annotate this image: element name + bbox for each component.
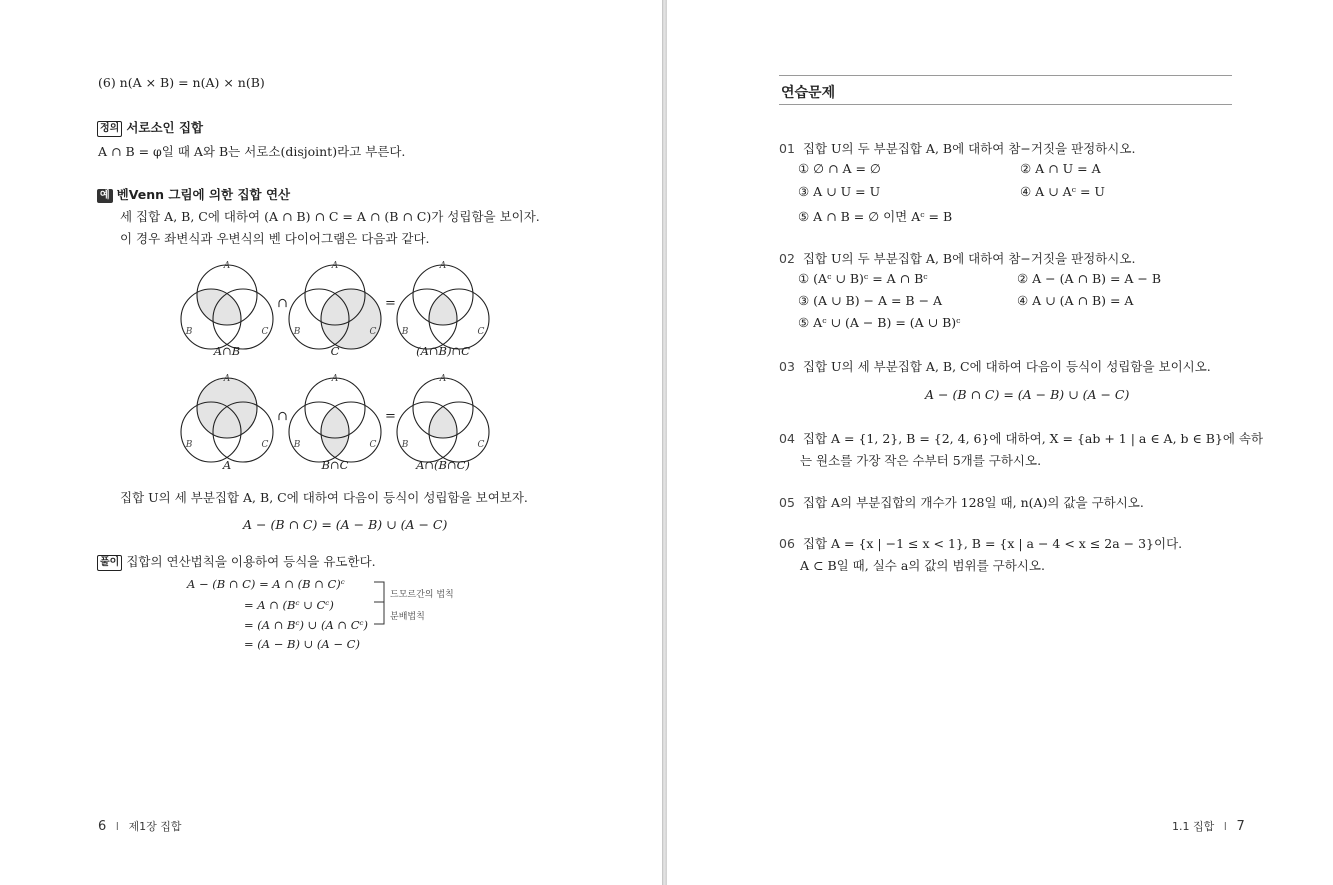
venn-op-row2-2: = — [385, 409, 396, 424]
question-01-text: 집합 U의 두 부분집합 A, B에 대하여 참−거짓을 판정하시오. — [802, 141, 1136, 156]
question-04-line-1: 집합 A = {1, 2}, B = {2, 4, 6}에 대하여, X = {ab + 1 | a ∈ A, b ∈ B}에 속하 — [802, 431, 1264, 446]
right-page-number: 7 — [1236, 819, 1245, 834]
example-line-2: 이 경우 좌변식과 우변식의 벤 다이어그램은 다음과 같다. — [120, 231, 430, 246]
question-02-text: 집합 U의 두 부분집합 A, B에 대하여 참−거짓을 판정하시오. — [802, 251, 1136, 266]
right-footer — [1172, 818, 1245, 834]
definition-heading — [97, 118, 203, 137]
venn-letter-c: C — [477, 440, 485, 450]
question-06-line-1: 집합 A = {x | −1 ≤ x < 1}, B = {x | a − 4 < x ≤ 2a − 3}이다. — [802, 536, 1183, 551]
left-page — [0, 0, 662, 885]
section-rule-top — [779, 75, 1232, 76]
question-04-number: 04 — [779, 431, 795, 446]
venn-letter-c: C — [261, 440, 269, 450]
right-footer-section: 1.1 집합 — [1172, 820, 1215, 833]
venn-diagrams — [0, 255, 662, 485]
left-page-number: 6 — [98, 819, 107, 834]
q1-option-5: ⑤ A ∩ B = ∅ 이면 Aᶜ = B — [798, 209, 953, 224]
question-04 — [779, 429, 1263, 447]
venn-letter-b: B — [185, 440, 193, 450]
q2-option-1: ① (Aᶜ ∪ B)ᶜ = A ∩ Bᶜ — [798, 271, 928, 286]
left-footer-chapter: 제1장 집합 — [128, 820, 182, 833]
venn-letter-c: C — [261, 327, 269, 337]
question-04-line-2: 는 원소를 가장 작은 수부터 5개를 구하시오. — [800, 453, 1042, 468]
statement-equation: A − (B ∩ C) = (A − B) ∪ (A − C) — [243, 517, 448, 532]
venn-op-row2-1: ∩ — [277, 409, 288, 424]
question-03-equation: A − (B ∩ C) = (A − B) ∪ (A − C) — [925, 387, 1130, 402]
q1-option-2: ② A ∩ U = A — [1020, 161, 1101, 176]
question-05-text: 집합 A의 부분집합의 개수가 128일 때, n(A)의 값을 구하시오. — [802, 495, 1144, 510]
q2-option-3: ③ (A ∪ B) − A = B − A — [798, 293, 943, 308]
venn-diagram-r2-3 — [397, 374, 489, 462]
venn-letter-b: B — [293, 327, 301, 337]
solution-note-1: 드모르간의 법칙 — [390, 590, 454, 600]
venn-letter-a: A — [439, 374, 447, 384]
venn-letter-a: A — [223, 261, 231, 271]
venn-caption-r2-1: A — [222, 458, 232, 472]
venn-diagram-r2-1 — [181, 374, 273, 462]
venn-op-row1-2: = — [385, 296, 396, 311]
venn-letter-b: B — [401, 440, 409, 450]
section-title: 연습문제 — [781, 85, 836, 101]
venn-diagram-r2-2 — [289, 374, 381, 462]
solution-intro: 집합의 연산법칙을 이용하여 등식을 유도한다. — [126, 554, 376, 569]
question-05-number: 05 — [779, 495, 795, 510]
venn-diagram-r1-3 — [397, 261, 489, 349]
solution-step-4: = (A − B) ∪ (A − C) — [244, 637, 360, 651]
left-footer-separator: I — [115, 820, 120, 833]
q2-option-2: ② A − (A ∩ B) = A − B — [1017, 271, 1162, 286]
definition-body: A ∩ B = φ일 때 A와 B는 서로소(disjoint)라고 부른다. — [98, 144, 406, 159]
solution-note-2: 분배법칙 — [390, 612, 425, 622]
definition-tag: 정의 — [97, 121, 122, 137]
question-06 — [779, 534, 1182, 552]
venn-caption-r1-2: C — [330, 344, 340, 358]
solution-heading — [97, 552, 376, 571]
example-title: 벤Venn 그림에 의한 집합 연산 — [116, 187, 291, 202]
question-01-number: 01 — [779, 141, 795, 156]
statement-text: 집합 U의 세 부분집합 A, B, C에 대하여 다음이 등식이 성립함을 보여보자. — [120, 490, 528, 505]
solution-step-1: A − (B ∩ C) = A ∩ (B ∩ C)ᶜ — [187, 577, 345, 591]
venn-letter-b: B — [185, 327, 193, 337]
left-footer — [98, 818, 182, 834]
venn-diagram-r1-1 — [181, 261, 273, 349]
venn-caption-r2-2: B∩C — [321, 458, 349, 472]
venn-letter-a: A — [223, 374, 231, 384]
venn-letter-a: A — [439, 261, 447, 271]
solution-step-3: = (A ∩ Bᶜ) ∪ (A ∩ Cᶜ) — [244, 618, 369, 632]
q1-option-3: ③ A ∪ U = U — [798, 184, 881, 199]
section-rule-bottom — [779, 104, 1232, 105]
question-06-number: 06 — [779, 536, 795, 551]
question-05 — [779, 493, 1144, 511]
venn-letter-c: C — [477, 327, 485, 337]
solution-step-2: = A ∩ (Bᶜ ∪ Cᶜ) — [244, 598, 334, 612]
question-01 — [779, 139, 1135, 157]
example-tag: 예 — [97, 189, 113, 203]
venn-letter-b: B — [401, 327, 409, 337]
right-footer-separator: I — [1223, 820, 1227, 833]
venn-letter-a: A — [331, 374, 339, 384]
question-06-line-2: A ⊂ B일 때, 실수 a의 값의 범위를 구하시오. — [800, 558, 1045, 573]
definition-title: 서로소인 집합 — [126, 120, 204, 135]
venn-op-row1-1: ∩ — [277, 296, 288, 311]
venn-letter-b: B — [293, 440, 301, 450]
question-03-text: 집합 U의 세 부분집합 A, B, C에 대하여 다음이 등식이 성립함을 보이시오. — [802, 359, 1211, 374]
item-6-formula: (6) n(A × B) = n(A) × n(B) — [98, 75, 265, 90]
venn-letter-c: C — [369, 327, 377, 337]
right-page — [667, 0, 1333, 885]
venn-letter-c: C — [369, 440, 377, 450]
example-heading — [97, 185, 290, 203]
question-03 — [779, 357, 1211, 375]
example-line-1: 세 집합 A, B, C에 대하여 (A ∩ B) ∩ C = A ∩ (B ∩ C)가 성립함을 보이자. — [120, 209, 540, 224]
question-02 — [779, 249, 1135, 267]
venn-caption-r1-3: (A∩B)∩C — [416, 344, 470, 358]
q2-option-5: ⑤ Aᶜ ∪ (A − B) = (A ∪ B)ᶜ — [798, 315, 961, 330]
venn-caption-r2-3: A∩(B∩C) — [416, 458, 470, 472]
venn-caption-r1-1: A∩B — [213, 344, 241, 358]
q1-option-4: ④ A ∪ Aᶜ = U — [1020, 184, 1105, 199]
solution-tag: 풀이 — [97, 555, 122, 571]
question-03-number: 03 — [779, 359, 795, 374]
venn-diagram-r1-2 — [289, 261, 381, 349]
question-02-number: 02 — [779, 251, 795, 266]
venn-letter-a: A — [331, 261, 339, 271]
q2-option-4: ④ A ∪ (A ∩ B) = A — [1017, 293, 1134, 308]
solution-braces — [372, 580, 392, 626]
q1-option-1: ① ∅ ∩ A = ∅ — [798, 161, 881, 176]
